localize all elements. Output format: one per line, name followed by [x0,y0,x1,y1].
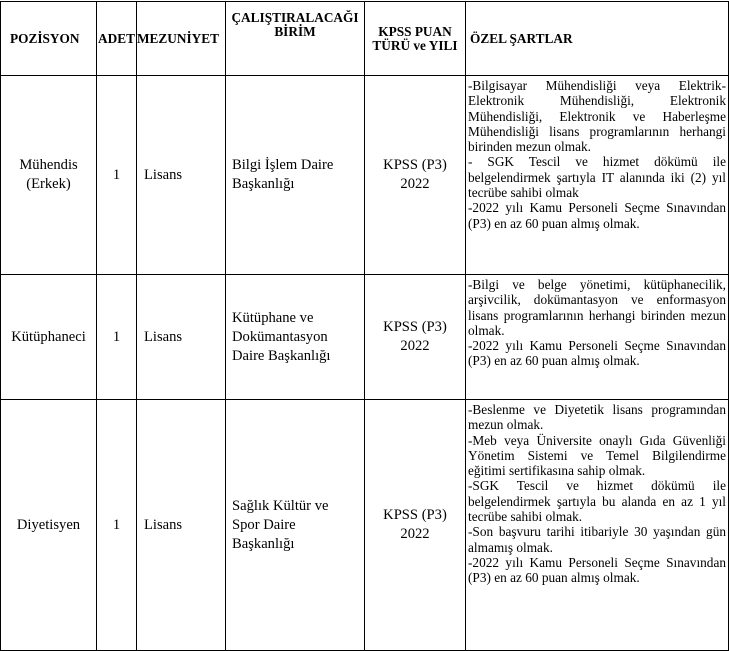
requirement-item: -Meb veya Üniversite onaylı Gıda Güvenliği Yönetim Sistemi ve Temel Bilgilendirme eğitimi sertifikasına sahip olmak. [468,432,726,479]
requirement-item: -2022 yılı Kamu Personeli Seçme Sınavından (P3) en az 60 puan almış olmak. [468,200,726,231]
header-position: POZİSYON [1,2,97,76]
header-count: ADET [97,2,137,76]
exam-cell: KPSS (P3) 2022 [365,275,466,400]
header-row [1,2,729,76]
requirement-item: -Bilgi ve belge yönetimi, kütüphanecilik, arşivcilik, dokümantasyon ve enformasyon lisans programlarının herhangi birinden mezun olmak. [468,277,726,338]
requirement-item: -2022 yılı Kamu Personeli Seçme Sınavından (P3) en az 60 puan almış olmak. [468,554,726,586]
requirement-item: -Beslenme ve Diyetetik lisans programından mezun olmak. [468,402,726,433]
unit-cell: Sağlık Kültür ve Spor Daire Başkanlığı [226,400,365,651]
unit-cell: Bilgi İşlem Daire Başkanlığı [226,76,365,275]
requirement-item: - SGK Tescil ve hizmet dökümü ile belgelendirmek şartıyla IT alanında iki (2) yıl tecrübe sahibi olmak [468,154,726,201]
position-cell: Mühendis (Erkek) [1,76,97,275]
position-cell: Kütüphaneci [1,275,97,400]
header-unit: ÇALIŞTIRALACAĞI BİRİM [226,2,365,76]
count-cell: 1 [97,400,137,651]
requirements-cell [466,275,729,400]
requirements-cell [466,76,729,275]
header-exam: KPSS PUAN TÜRÜ ve YILI [365,2,466,76]
education-cell: Lisans [137,76,226,275]
education-cell: Lisans [137,275,226,400]
header-requirements: ÖZEL ŞARTLAR [466,2,729,76]
count-cell: 1 [97,275,137,400]
header-education: MEZUNİYET [137,2,226,76]
requirement-item: -2022 yılı Kamu Personeli Seçme Sınavından (P3) en az 60 puan almış olmak. [468,338,726,369]
unit-cell: Kütüphane ve Dokümantasyon Daire Başkanlığı [226,275,365,400]
table-row [1,400,729,651]
position-cell: Diyetisyen [1,400,97,651]
education-cell: Lisans [137,400,226,651]
table-row [1,76,729,275]
table-row [1,275,729,400]
requirement-item: -Bilgisayar Mühendisliği veya Elektrik-Elektronik Mühendisliği, Elektronik Mühendisliği, Elektronik ve Haberleşme Mühendisliği lisans programlarının herhangi birinden mezun olmak. [468,78,726,155]
requirement-item: -Son başvuru tarihi itibariyle 30 yaşından gün almamış olmak. [468,524,726,555]
count-cell: 1 [97,76,137,275]
requirements-cell [466,400,729,651]
exam-cell: KPSS (P3) 2022 [365,76,466,275]
exam-cell: KPSS (P3) 2022 [365,400,466,651]
requirement-item: -SGK Tescil ve hizmet dökümü ile belgelendirmek şartıyla bu alanda en az 1 yıl tecrübe sahibi olmak. [468,478,726,525]
positions-table [0,1,729,651]
